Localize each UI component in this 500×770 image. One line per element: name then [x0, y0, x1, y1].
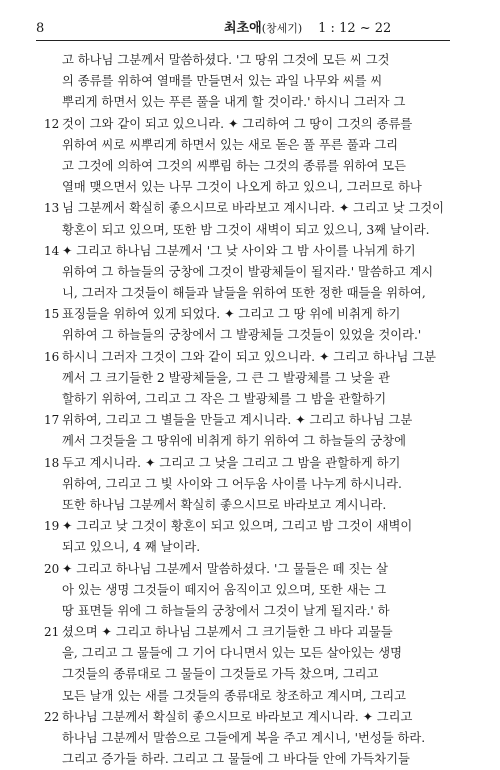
line-text: 님 그분께서 확실히 좋으시므로 바라보고 계시니라. ✦ 그리고 낮 그것이	[62, 201, 444, 216]
line-text: 위하여, 그리고 그 별들을 만들고 계시니라. ✦ 그리고 하나님 그분	[62, 413, 413, 428]
line-text: ✦ 그리고 낮 그것이 황혼이 되고 있으며, 그리고 밤 그것이 새벽이	[62, 519, 413, 534]
line-text: 위하여 씨로 씨뿌리게 하면서 있는 새로 돋은 풀 푸른 풀과 그리	[62, 137, 399, 152]
line-text: 할하기 위하여, 그리고 그 작은 그 발광체를 그 밤을 관할하기	[62, 392, 387, 406]
line-text: 황혼이 되고 있으며, 또한 밤 그것이 새벽이 되고 있으니, 3째 날이라.	[62, 222, 430, 237]
verse-number: 22	[44, 709, 60, 724]
text-line	[36, 325, 450, 346]
text-line	[36, 410, 450, 431]
header-rule	[36, 40, 450, 41]
line-text: 을, 그리고 그 물들에 그 기어 다니면서 있는 모든 살아있는 생명	[62, 646, 402, 661]
line-text: 표징들을 위하여 있게 되었다. ✦ 그리고 그 땅 위에 비취게 하기	[62, 307, 401, 322]
text-line	[36, 368, 450, 389]
line-text: 셨으며 ✦ 그리고 하나님 그분께서 그 크기들한 그 바다 괴물들	[62, 625, 393, 640]
line-text: 하나님 그분께서 확실히 좋으시므로 바라보고 계시니라. ✦ 그리고	[62, 709, 413, 724]
text-line	[36, 283, 450, 304]
verse-number: 13	[44, 201, 60, 216]
text-line	[36, 177, 450, 198]
line-text: 그리고 증가들 하라. 그리고 그 물들에 그 바다들 안에 가득차기들	[62, 752, 410, 767]
text-line	[36, 601, 450, 622]
verse-number: 18	[44, 455, 60, 470]
verse-number: 16	[44, 349, 60, 364]
text-line	[36, 643, 450, 664]
line-text: 뿌리게 하면서 있는 푸른 풀을 내게 할 것이라.' 하시니 그러자 그	[62, 95, 406, 110]
text-line	[36, 707, 450, 728]
line-text: 고 그것에 의하여 그것의 씨뿌림 하는 그것의 종류를 위하여 모든	[62, 158, 407, 173]
text-line	[36, 664, 450, 685]
line-text: 것이 그와 같이 되고 있으니라. ✦ 그리하여 그 땅이 그것의 종류를	[62, 116, 413, 131]
line-text: 께서 그 크기들한 2 발광체들을, 그 큰 그 발광체를 그 낮을 관	[62, 370, 390, 385]
line-text: ✦ 그리고 하나님 그분께서 말씀하셨다. '그 물들은 떼 짓는 살	[62, 561, 388, 576]
text-line	[36, 220, 450, 241]
text-line	[36, 304, 450, 325]
page-number: 8	[36, 21, 45, 36]
text-line	[36, 262, 450, 283]
text-line	[36, 71, 450, 92]
line-text: 위하여 그 하늘들의 궁창에 그것이 발광체들이 될지라.' 말씀하고 계시	[62, 264, 434, 279]
chapter-verse-range: 1 : 12 ~ 22	[318, 21, 392, 36]
line-text: 또한 하나님 그분께서 확실히 좋으시므로 바라보고 계시니라.	[62, 497, 387, 512]
line-text: 두고 계시니라. ✦ 그리고 그 낮을 그리고 그 밤을 관할하게 하기	[62, 455, 401, 470]
line-text: 모든 날개 있는 새를 그것들의 종류대로 창조하고 계시며, 그리고	[62, 688, 407, 703]
running-header	[36, 18, 450, 40]
line-text: 아 있는 생명 그것들이 떼지어 움직이고 있으며, 또한 새는 그	[62, 582, 387, 597]
text-line	[36, 580, 450, 601]
text-line	[36, 559, 450, 580]
line-text: 의 종류를 위하여 열매를 만들면서 있는 과일 나무와 씨를 씨	[62, 74, 383, 89]
line-text: 니, 그러자 그것들이 해들과 날들을 위하여 또한 정한 때들을 위하여,	[62, 286, 426, 301]
text-line	[36, 537, 450, 558]
text-line	[36, 50, 450, 71]
line-text: 그것들의 종류대로 그 물들이 그것들로 가득 찼으며, 그리고	[62, 667, 379, 682]
verse-number: 15	[44, 307, 60, 322]
text-line	[36, 198, 450, 219]
text-line	[36, 347, 450, 368]
verse-number: 21	[44, 625, 60, 640]
text-line	[36, 92, 450, 113]
line-text: 고 하나님 그분께서 말씀하셨다. '그 땅위 그것에 모든 씨 그것	[62, 53, 390, 67]
running-title	[224, 18, 391, 40]
text-line	[36, 156, 450, 177]
verse-number: 19	[44, 519, 60, 534]
verse-number: 14	[44, 243, 60, 258]
scripture-text	[36, 50, 450, 770]
verse-number: 12	[44, 116, 60, 131]
text-line	[36, 686, 450, 707]
line-text: 위하여, 그리고 그 빛 사이와 그 어두움 사이를 나누게 하시니라.	[62, 476, 402, 491]
text-line	[36, 495, 450, 516]
line-text: 께서 그것들을 그 땅위에 비취게 하기 위하여 그 하늘들의 궁창에	[62, 434, 407, 449]
verse-number: 20	[44, 561, 60, 576]
text-line	[36, 622, 450, 643]
line-text: 하나님 그분께서 말씀으로 그들에게 복을 주고 계시니, '번성들 하라.	[62, 731, 426, 745]
line-text: 열매 맺으면서 있는 나무 그것이 나오게 하고 있으니, 그러므로 하나	[62, 180, 422, 195]
text-line	[36, 453, 450, 474]
line-text: 되고 있으니, 4 째 날이라.	[62, 540, 201, 555]
book-subtitle: (창세기)	[261, 22, 303, 35]
text-line	[36, 389, 450, 410]
text-line	[36, 749, 450, 770]
line-text: ✦ 그리고 하나님 그분께서 '그 낮 사이와 그 밤 사이를 나뉘게 하기	[62, 243, 416, 258]
text-line	[36, 114, 450, 135]
book-title: 최초애	[224, 21, 262, 36]
text-line	[36, 474, 450, 495]
text-line	[36, 431, 450, 452]
text-line	[36, 241, 450, 262]
line-text: 하시니 그러자 그것이 그와 같이 되고 있으니라. ✦ 그리고 하나님 그분	[62, 349, 437, 364]
text-line	[36, 728, 450, 749]
text-line	[36, 516, 450, 537]
line-text: 땅 표면들 위에 그 하늘들의 궁창에서 그것이 날게 될지라.' 하	[62, 603, 390, 618]
line-text: 위하여 그 하늘들의 궁창에서 그 발광체들 그것들이 있었을 것이라.'	[62, 328, 422, 343]
verse-number: 17	[44, 413, 60, 428]
text-line	[36, 135, 450, 156]
